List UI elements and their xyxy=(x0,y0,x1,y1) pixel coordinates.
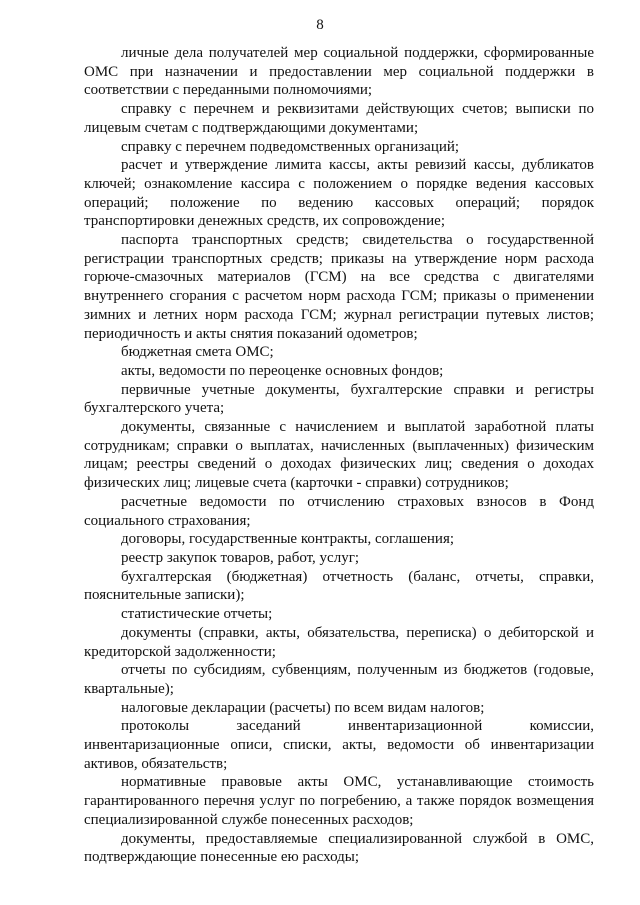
list-item: бюджетная смета ОМС; xyxy=(121,344,274,361)
list-item: бухгалтерская (бюджетная) отчетность (баланс, отчеты, справки, пояснительные записки); xyxy=(84,568,594,604)
list-item: налоговые декларации (расчеты) по всем видам налогов; xyxy=(121,699,485,716)
list-item: реестр закупок товаров, работ, услуг; xyxy=(121,549,360,566)
list-item: отчеты по субсидиям, субвенциям, полученным из бюджетов (годовые, квартальные); xyxy=(84,662,594,697)
list-item: акты, ведомости по переоценке основных фондов; xyxy=(121,362,444,379)
list-item: нормативные правовые акты ОМС, устанавливающие стоимость гарантированного перечня услуг по погребению, а также порядок возмещения специализированной службе понесенных расходов; xyxy=(84,774,594,828)
page-number: 8 xyxy=(316,17,324,33)
list-item: паспорта транспортных средств; свидетельства о государственной регистрации транспортных средств; приказы на утверждение норм расхода горюче-смазочных материалов (ГСМ) на все средства с двигателями внутреннего сгорания с расчетом норм расхода ГСМ; приказы о применении зимних и летних норм расхода ГСМ; журнал регистрации путевых листов; периодичность и акты снятия показаний одометров; xyxy=(84,232,594,342)
list-item: статистические отчеты; xyxy=(121,606,273,623)
list-item: справку с перечнем и реквизитами действующих счетов; выписки по лицевым счетам с подтверждающими документами; xyxy=(84,101,594,136)
list-item: расчетные ведомости по отчислению страховых взносов в Фонд социального страхования; xyxy=(84,493,594,529)
list-item: первичные учетные документы, бухгалтерские справки и регистры бухгалтерского учета; xyxy=(84,381,594,417)
list-item: документы, предоставляемые специализированной службой в ОМС, подтверждающие понесенные ею расходы; xyxy=(84,830,594,866)
list-item: договоры, государственные контракты, соглашения; xyxy=(121,531,455,548)
list-item: документы (справки, акты, обязательства, переписка) о дебиторской и кредиторской задолженности; xyxy=(84,624,594,660)
list-item: расчет и утверждение лимита кассы, акты ревизий кассы, дубликатов ключей; ознакомление кассира с положением о порядке ведения кассовых операций; положение по ведению кассовых операций; порядок транспортировки денежных средств, их сопровождение; xyxy=(84,157,594,230)
list-item: справку с перечнем подведомственных организаций; xyxy=(121,138,460,155)
list-item: протоколы заседаний инвентаризационной комиссии, инвентаризационные описи, списки, акты, ведомости об инвентаризации активов, обязательств; xyxy=(84,718,594,772)
document-body xyxy=(84,44,594,867)
list-item: личные дела получателей мер социальной поддержки, сформированные ОМС при назначении и предоставлении мер социальной поддержки в соответствии с переданными полномочиями; xyxy=(84,45,594,99)
list-item: документы, связанные с начислением и выплатой заработной платы сотрудникам; справки о выплатах, начисленных (выплаченных) физическим лицам; реестры сведений о доходах физических лиц; сведения о доходах физических лиц; лицевые счета (карточки - справки) сотрудников; xyxy=(84,419,594,492)
